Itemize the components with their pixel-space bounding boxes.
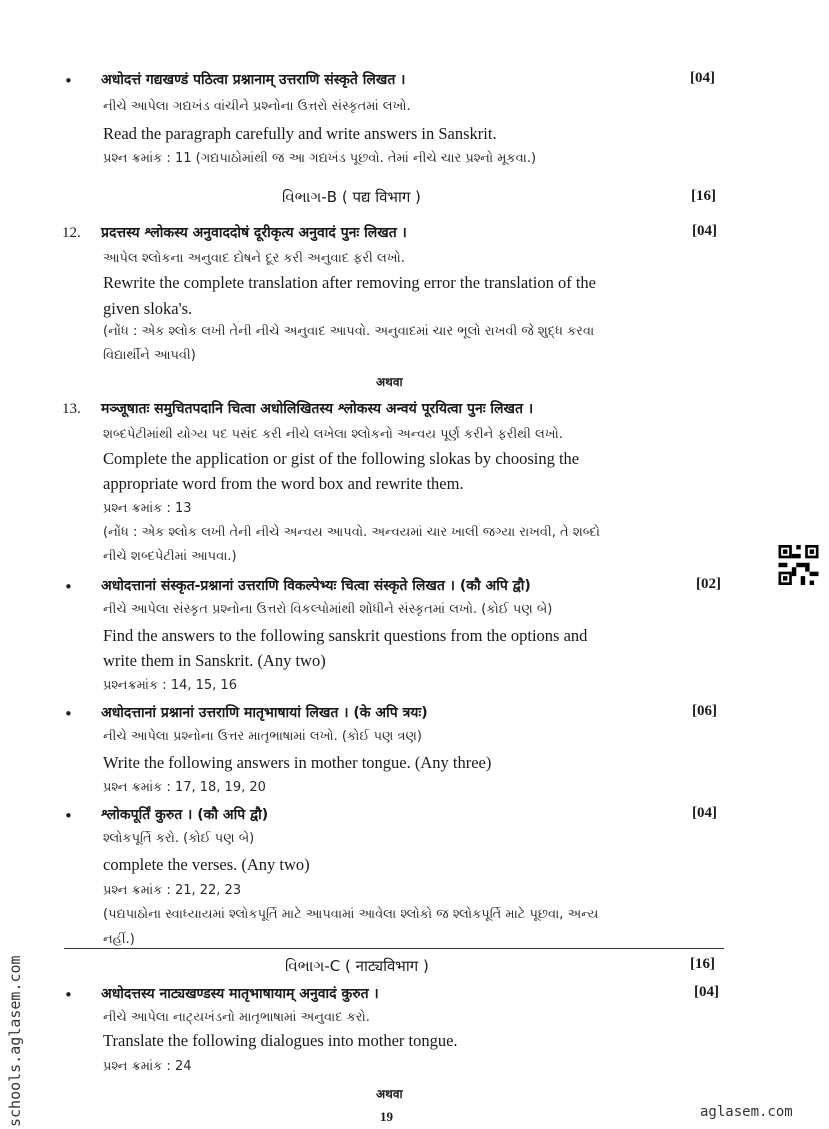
athava-divider: अथवा	[376, 1087, 403, 1101]
shloka-question-sanskrit: श्लोकपूर्तिं कुरुत । (कौ अपि द्वौ)	[101, 807, 269, 823]
section-divider	[64, 948, 724, 949]
vikalpa-question-sanskrit: अधोदत्तानां संस्कृत-प्रश्नानां उत्तराणि विकल्पेभ्यः चित्वा संस्कृते लिखत । (कौ अपि द्वौ)	[101, 578, 531, 594]
shloka-question-gujarati: શ્લોકપૂર્તિ કરો. (કોઈ પણ બે)	[103, 831, 255, 846]
q12-sanskrit: प्रदत्तस्य श्लोकस्य अनुवाददोषं दूरीकृत्य अनुवादं पुनः लिखत ।	[101, 225, 407, 241]
gadya-marks: [04]	[690, 70, 715, 86]
q13-gujarati: શબ્દપેટીમાંથી યોગ્ય પદ પસંદ કરી નીચે લખેલા શ્લોકનો અન્વય પૂર્ણ કરીને ફરીથી લખો.	[103, 427, 563, 442]
q12-english-line-2: given sloka's.	[103, 299, 193, 318]
matru-question-sanskrit: अधोदत्तानां प्रश्नानां उत्तराणि मातृभाषायां लिखत । (के अपि त्रयः)	[101, 705, 428, 721]
vikalpa-marks: [02]	[696, 576, 721, 592]
vikalpa-english-line-1: Find the answers to the following sanskrit questions from the options and	[103, 626, 588, 645]
q12-english-line-1: Rewrite the complete translation after removing error the translation of the	[103, 273, 596, 292]
bullet-marker: •	[64, 578, 73, 596]
natya-question-gujarati: નીચે આપેલા નાટ્યખંડનો માતૃભાષામાં અનુવાદ કરો.	[103, 1010, 370, 1025]
bullet-marker: •	[64, 807, 73, 825]
gadya-question-gujarati: નીચે આપેલા ગદ્યખંડ વાંચીને પ્રશ્નોના ઉત્તરો સંસ્કૃતમાં લખો.	[103, 99, 411, 114]
bullet-marker: •	[64, 986, 73, 1004]
q13-question-number: પ્રશ્ન ક્રમાંક : 13	[103, 501, 192, 516]
shloka-question-english: complete the verses. (Any two)	[103, 855, 310, 874]
natya-question-sanskrit: अधोदत्तस्य नाट्यखण्डस्य मातृभाषायाम् अनुवादं कुरुत ।	[101, 986, 379, 1002]
page-number: 19	[380, 1109, 393, 1124]
q13-number: 13.	[62, 401, 81, 417]
section-c-marks: [16]	[690, 956, 715, 972]
gadya-question-english: Read the paragraph carefully and write answers in Sanskrit.	[103, 124, 497, 143]
vikalpa-question-number: પ્રશ્નક્રમાંક : 14, 15, 16	[103, 678, 237, 693]
natya-question-english: Translate the following dialogues into mother tongue.	[103, 1031, 458, 1050]
q13-note-line-1: (નોંધ : એક શ્લોક લખી તેની નીચે અન્વય આપવો. અન્વયમાં ચાર ખાલી જગ્યા રાખવી, તે શબ્દો	[103, 525, 600, 540]
bullet-marker: •	[64, 72, 73, 90]
section-c-title: વિભાગ-C ( नाट्यविभाग )	[285, 957, 429, 975]
vikalpa-english-line-2: write them in Sanskrit. (Any two)	[103, 651, 326, 670]
gadya-note: પ્રશ્ન ક્રમાંક : 11 (ગદ્યપાઠોમાંથી જ આ ગદ્યખંડ પૂછવો. તેમાં નીચે ચાર પ્રશ્નો મૂકવા.)	[103, 151, 537, 166]
q12-note-line-2: વિદ્યાર્થીને આપવી)	[103, 348, 196, 363]
side-watermark: schools.aglasem.com	[6, 955, 24, 1127]
shloka-note-line-2: નહીં.)	[103, 932, 135, 947]
q12-gujarati: આપેલ શ્લોકના અનુવાદ દોષને દૂર કરી અનુવાદ ફરી લખો.	[103, 251, 405, 266]
section-b-title: વિભાગ-B ( पद्य विभाग )	[282, 188, 421, 206]
bullet-marker: •	[64, 705, 73, 723]
shloka-question-number: પ્રશ્ન ક્રમાંક : 21, 22, 23	[103, 883, 242, 898]
natya-question-number: પ્રશ્ન ક્રમાંક : 24	[103, 1059, 192, 1074]
section-b-marks: [16]	[691, 188, 716, 204]
shloka-marks: [04]	[692, 805, 717, 821]
q13-note-line-2: નીચે શબ્દપેટીમાં આપવા.)	[103, 549, 237, 564]
matru-question-gujarati: નીચે આપેલા પ્રશ્નોના ઉત્તર માતૃભાષામાં લખો. (કોઈ પણ ત્રણ)	[103, 729, 422, 744]
vikalpa-question-gujarati: નીચે આપેલા સંસ્કૃત પ્રશ્નોના ઉત્તરો વિકલ્પોમાંથી શોધીને સંસ્કૃતમાં લખો. (કોઈ પણ બે)	[103, 602, 553, 617]
q12-note-line-1: (નોંધ : એક શ્લોક લખી તેની નીચે અનુવાદ આપવો. અનુવાદમાં ચાર ભૂલો રાખવી જે શુદ્ધ કરવા	[103, 324, 595, 339]
q12-marks: [04]	[692, 223, 717, 239]
athava-divider: अथवा	[376, 375, 403, 389]
footer-watermark: aglasem.com	[700, 1104, 793, 1120]
q13-english-line-2: appropriate word from the word box and rewrite them.	[103, 474, 464, 493]
q12-number: 12.	[62, 225, 81, 241]
matru-marks: [06]	[692, 703, 717, 719]
matru-question-english: Write the following answers in mother tongue. (Any three)	[103, 753, 492, 772]
natya-marks: [04]	[694, 984, 719, 1000]
matru-question-number: પ્રશ્ન ક્રમાંક : 17, 18, 19, 20	[103, 780, 266, 795]
q13-sanskrit: मञ्जूषातः समुचितपदानि चित्वा अधोलिखितस्य श्लोकस्य अन्वयं पूरयित्वा पुनः लिखत ।	[101, 401, 534, 417]
gadya-question-sanskrit: अधोदत्तं गद्यखण्डं पठित्वा प्रश्नानाम् उत्तराणि संस्कृते लिखत ।	[101, 72, 406, 88]
shloka-note-line-1: (પદ્યપાઠોના સ્વાધ્યાયમાં શ્લોકપૂર્તિ માટે આપવામાં આવેલા શ્લોકો જ શ્લોકપૂર્તિ માટે પૂછવા, અન્ય	[103, 907, 599, 922]
q13-english-line-1: Complete the application or gist of the following slokas by choosing the	[103, 449, 580, 468]
qr-code-icon	[777, 545, 820, 585]
